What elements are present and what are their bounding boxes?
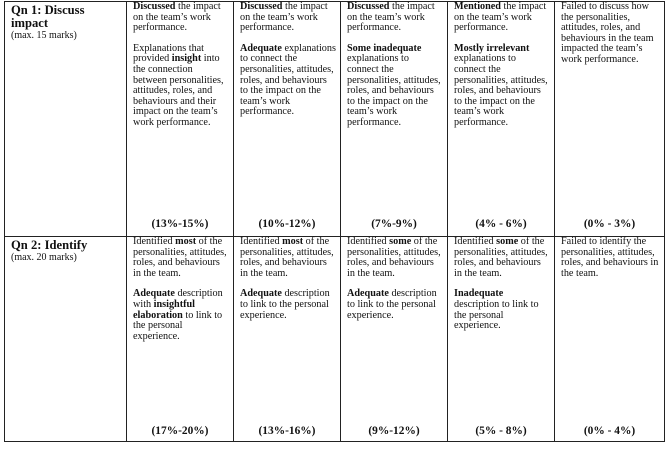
- band-cell: [341, 237, 448, 442]
- band-score-range: (4% - 6%): [475, 218, 527, 230]
- band-descriptor: Identified most of the personalities, attitudes, roles, and behaviours in the team.: [133, 236, 227, 279]
- band-score-range: (0% - 3%): [583, 218, 636, 230]
- band-cell: [448, 237, 555, 442]
- criterion-title: Qn 1: Discuss impact: [11, 3, 85, 30]
- band-descriptor: Mentioned the impact on the team’s work performance.: [454, 1, 547, 34]
- criterion-cell-qn1: [5, 2, 127, 237]
- band-explanation: Inadequate description to link to the personal experience.: [454, 288, 539, 332]
- band-cell: [341, 2, 448, 237]
- band-cell: [555, 2, 665, 237]
- criterion-cell-qn2: [5, 237, 127, 442]
- criterion-max-marks: (max. 15 marks): [11, 30, 77, 41]
- band-descriptor: Failed to identify the personalities, attitudes, roles, and behaviours in the team.: [561, 236, 659, 279]
- band-explanation: Adequate explanations to connect the personalities, attitudes, roles, and behaviours to the impact on the team’s work performance.: [240, 42, 336, 118]
- band-descriptor: Identified some of the personalities, attitudes, roles, and behaviours in the team.: [454, 236, 548, 279]
- band-score-range: (9%-12%): [368, 425, 420, 437]
- rubric-table: [4, 1, 665, 442]
- band-score-range: (7%-9%): [371, 218, 417, 230]
- band-descriptor: Failed to discuss how the personalities, attitudes, roles, and behaviours in the team impacted the team’s work performance.: [561, 1, 654, 65]
- band-descriptor: Discussed the impact on the team’s work performance.: [240, 1, 328, 34]
- band-score-range: (13%-15%): [151, 218, 209, 230]
- band-descriptor: Identified most of the personalities, attitudes, roles, and behaviours in the team.: [240, 236, 334, 279]
- rubric-row-qn2: [5, 237, 665, 442]
- band-explanation: Adequate description with insightful elaboration to link to the personal experience.: [133, 288, 223, 342]
- band-explanation: Some inadequate explanations to connect the personalities, attitudes, roles, and behaviours to the impact on the team’s work performance.: [347, 42, 441, 128]
- band-cell: [448, 2, 555, 237]
- band-score-range: (0% - 4%): [583, 425, 636, 437]
- band-cell: [127, 237, 234, 442]
- band-score-range: (17%-20%): [151, 425, 209, 437]
- band-explanation: Explanations that provided insight into the connection between personalities, attitudes, roles, and behaviours and their impact on the team’s work performance.: [133, 42, 224, 128]
- criterion-title: Qn 2: Identify: [11, 238, 88, 252]
- band-explanation: Adequate description to link to the personal experience.: [240, 288, 330, 321]
- band-cell: [555, 237, 665, 442]
- band-score-range: (10%-12%): [258, 218, 316, 230]
- band-cell: [234, 2, 341, 237]
- band-descriptor: Identified some of the personalities, attitudes, roles, and behaviours in the team.: [347, 236, 441, 279]
- rubric-row-qn1: [5, 2, 665, 237]
- band-descriptor: Discussed the impact on the team’s work performance.: [347, 1, 435, 34]
- band-score-range: (5% - 8%): [475, 425, 527, 437]
- band-cell: [234, 237, 341, 442]
- band-descriptor: Discussed the impact on the team’s work performance.: [133, 1, 221, 34]
- band-cell: [127, 2, 234, 237]
- criterion-max-marks: (max. 20 marks): [11, 252, 77, 263]
- band-score-range: (13%-16%): [258, 425, 316, 437]
- band-explanation: Mostly irrelevant explanations to connect the personalities, attitudes, roles, and behaviours to the impact on the team’s work performance.: [454, 42, 548, 128]
- band-explanation: Adequate description to link to the personal experience.: [347, 288, 437, 321]
